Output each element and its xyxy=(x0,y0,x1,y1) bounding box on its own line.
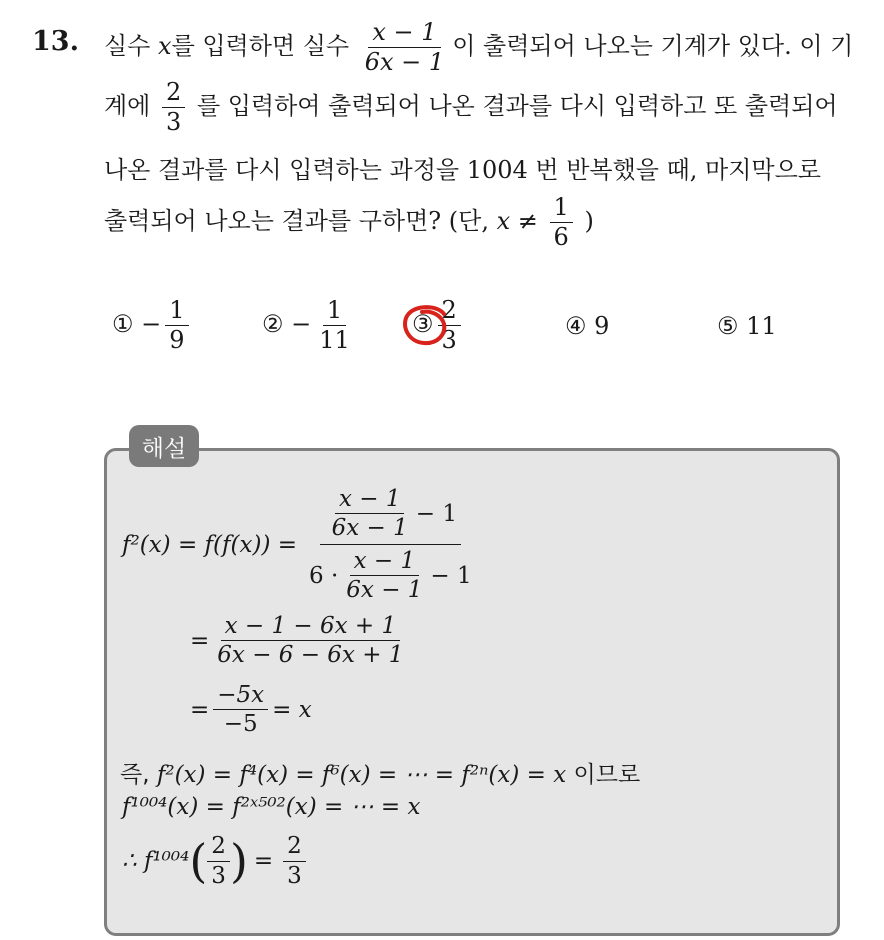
fraction-numerator: 2 xyxy=(162,80,185,108)
choice-mark: ⑤ xyxy=(717,312,739,340)
choice-2[interactable] xyxy=(262,298,358,353)
numerator-tail: − 1 xyxy=(415,500,457,527)
choice-4[interactable] xyxy=(565,312,609,340)
complex-denominator xyxy=(305,545,476,602)
question-line-2 xyxy=(104,80,838,135)
choice-mark: ② xyxy=(262,310,284,339)
question-number: 13. xyxy=(32,26,79,57)
conclusion-head: ∴ f¹⁰⁰⁴ xyxy=(122,848,190,874)
fraction xyxy=(315,298,354,353)
fraction-numerator: 1 xyxy=(323,298,346,326)
equation-line-3 xyxy=(190,683,312,736)
equals-sign: = xyxy=(253,848,274,874)
fraction-numerator: 2 xyxy=(438,298,461,326)
fraction xyxy=(328,487,412,540)
fraction xyxy=(207,834,230,887)
choice-5[interactable] xyxy=(717,312,777,340)
equation-line-6 xyxy=(122,834,310,888)
choice-mark: ③ xyxy=(412,310,434,339)
choice-mark: ④ xyxy=(565,312,587,340)
fraction-denominator: 3 xyxy=(166,108,182,137)
fraction-numerator: 1 xyxy=(165,298,188,326)
question-text: 이 출력되어 나오는 기계가 있다. 이 기 xyxy=(452,32,854,61)
choice-sign: − xyxy=(141,310,162,339)
fraction-numerator: −5x xyxy=(213,683,268,710)
fraction-denominator: 6x − 1 xyxy=(346,577,423,604)
equation-line-2 xyxy=(190,614,411,667)
condition: x ≠ xyxy=(496,207,538,236)
fraction-numerator: x − 1 xyxy=(368,20,440,48)
fraction-denominator: 3 xyxy=(287,862,302,889)
fraction xyxy=(213,614,407,667)
complex-fraction xyxy=(305,487,476,603)
fraction xyxy=(550,195,573,250)
denominator-head: 6 · xyxy=(309,562,339,589)
fraction xyxy=(165,298,188,353)
fraction-numerator: x − 1 xyxy=(335,487,405,514)
choice-1[interactable] xyxy=(112,298,193,353)
fraction xyxy=(283,834,306,887)
fraction-denominator: 11 xyxy=(319,326,350,355)
solution-label: 해설 xyxy=(129,425,199,467)
fraction-denominator: 9 xyxy=(169,326,185,355)
fraction-denominator: 3 xyxy=(441,326,457,355)
question-line-4 xyxy=(104,195,594,250)
equation-line-5: f¹⁰⁰⁴(x) = f²ˣ⁵⁰²(x) = ⋯ = x xyxy=(122,794,421,820)
fraction xyxy=(342,549,426,602)
question-line-1 xyxy=(104,20,853,75)
fraction-numerator: 2 xyxy=(283,834,306,861)
fraction-denominator: 6x − 1 xyxy=(331,515,408,542)
equation-chain: f²(x) = f⁴(x) = f⁶(x) = ⋯ = f²ⁿ(x) = x xyxy=(156,762,567,788)
equation-line-4 xyxy=(120,756,640,789)
fraction-denominator: 6x − 1 xyxy=(364,48,445,77)
korean-text: 이므로 xyxy=(573,762,641,788)
fraction-numerator: x − 1 − 6x + 1 xyxy=(221,614,401,641)
fraction xyxy=(213,683,268,736)
fraction-denominator: −5 xyxy=(223,711,258,738)
korean-text: 즉, xyxy=(120,762,150,788)
complex-numerator xyxy=(320,487,461,545)
choice-value: 11 xyxy=(746,312,777,340)
right-paren: ) xyxy=(229,834,248,888)
choice-mark: ① xyxy=(112,310,134,339)
fraction-numerator: 2 xyxy=(207,834,230,861)
question-text: 를 입력하여 출력되어 나온 결과를 다시 입력하고 또 출력되어 xyxy=(196,92,838,121)
fraction xyxy=(361,20,448,75)
equation-tail: = x xyxy=(272,696,312,723)
equation-lhs: f²(x) = f(f(x)) = xyxy=(122,531,298,558)
fraction-denominator: 6 xyxy=(553,223,569,252)
fraction-numerator: 1 xyxy=(550,195,573,223)
denominator-tail: − 1 xyxy=(430,562,472,589)
question-line-3: 나온 결과를 다시 입력하는 과정을 1004 번 반복했을 때, 마지막으로 xyxy=(104,156,821,184)
question-text: ) xyxy=(584,207,594,236)
choice-value: 9 xyxy=(594,312,610,340)
question-text: 출력되어 나오는 결과를 구하면? (단, xyxy=(104,207,489,236)
fraction-numerator: x − 1 xyxy=(350,549,420,576)
fraction-denominator: 3 xyxy=(211,862,226,889)
equals-sign: = xyxy=(190,627,210,654)
fraction-denominator: 6x − 6 − 6x + 1 xyxy=(217,642,404,669)
equals-sign: = xyxy=(190,696,210,723)
equation-line-1 xyxy=(122,487,480,603)
variable-x: x xyxy=(158,32,172,61)
choice-sign: − xyxy=(291,310,312,339)
fraction xyxy=(162,80,185,135)
answer-circle-icon xyxy=(400,302,452,350)
left-paren: ( xyxy=(189,834,208,888)
question-text: 계에 xyxy=(104,92,151,121)
question-text: 실수 xyxy=(104,32,151,61)
question-text: 를 입력하면 실수 xyxy=(171,32,350,61)
